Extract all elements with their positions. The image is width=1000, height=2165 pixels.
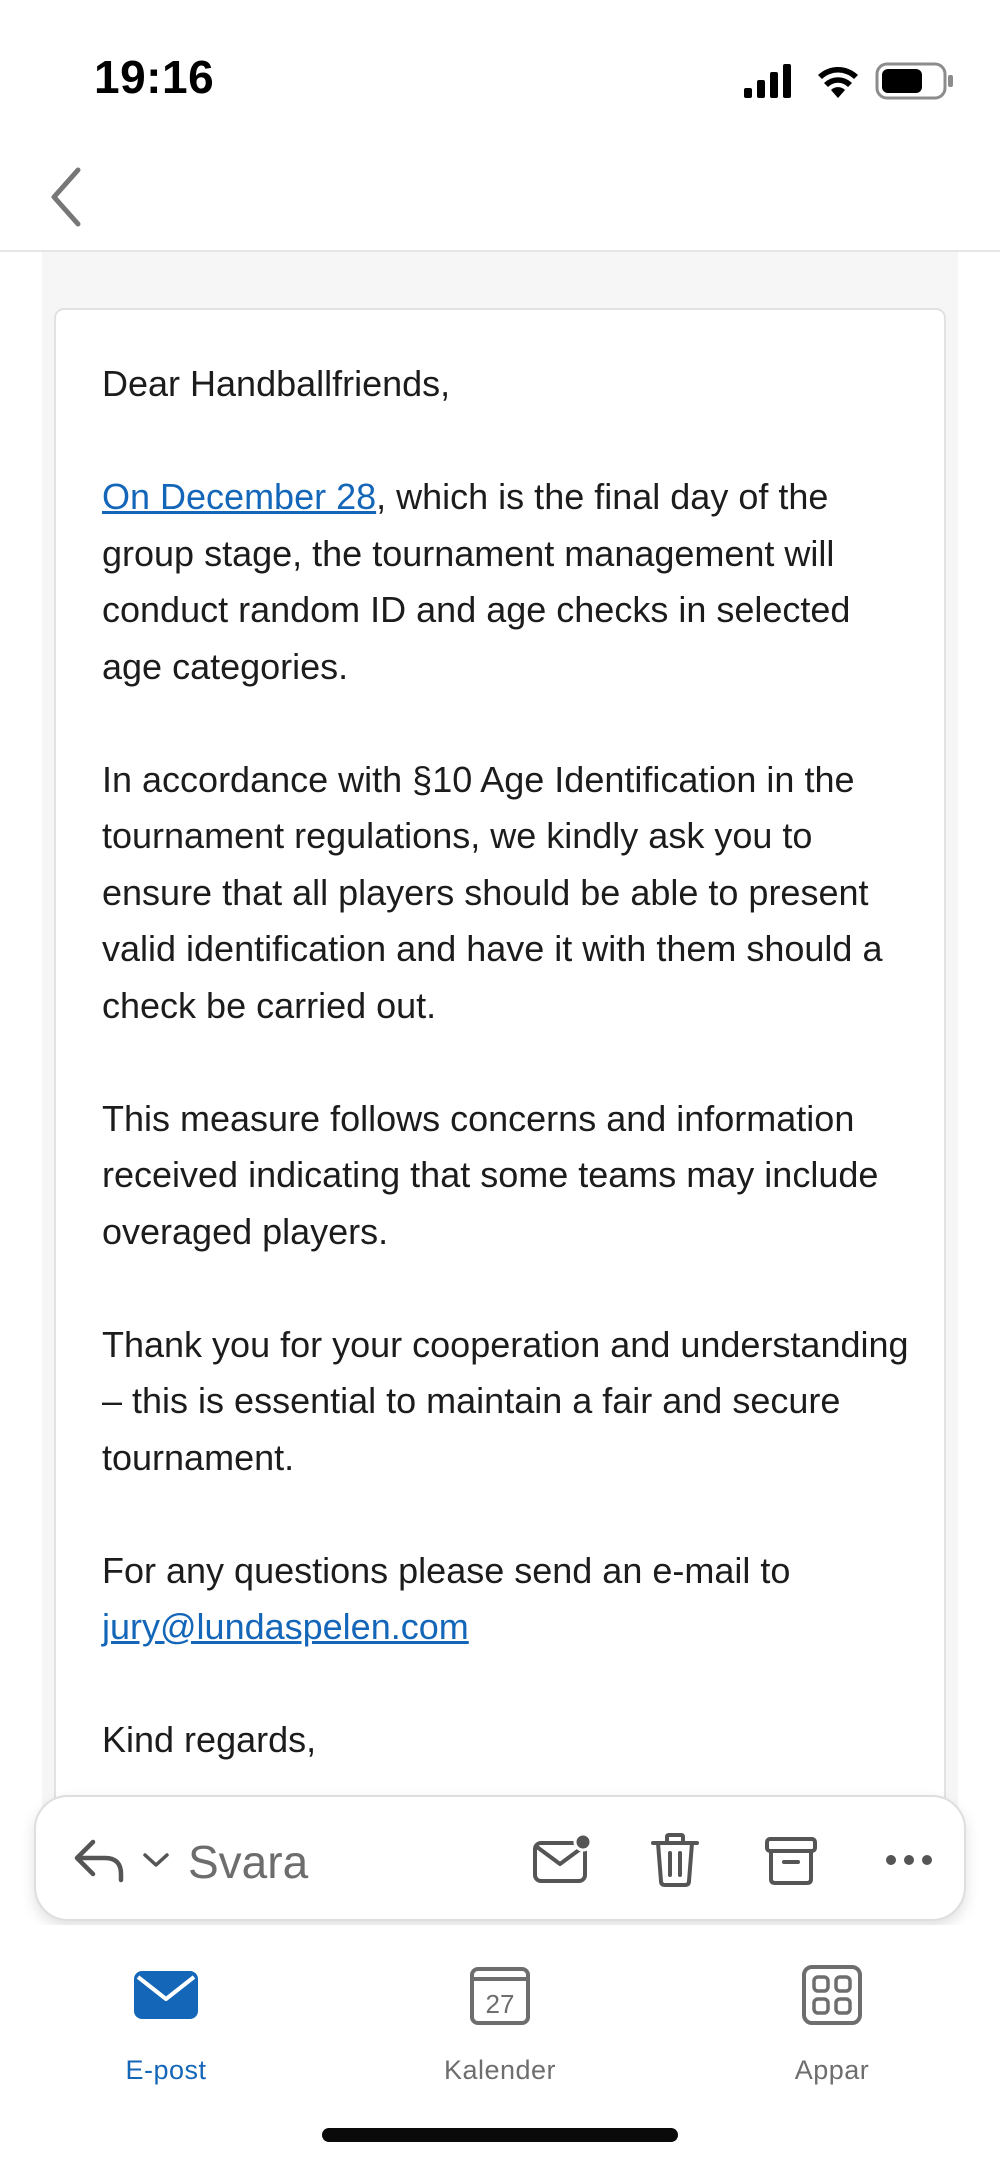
status-icons (740, 58, 960, 102)
reply-icon (71, 1836, 127, 1884)
mail-icon (134, 1965, 198, 2025)
chevron-down-icon (141, 1850, 171, 1870)
battery-icon (877, 64, 953, 98)
tab-calendar-label: Kalender (443, 2055, 557, 2085)
email-body (102, 356, 912, 1825)
email-paragraph-5 (102, 1543, 912, 1656)
nav-bar (0, 140, 1000, 252)
mark-unread-icon (531, 1833, 593, 1887)
signal-icon (744, 64, 791, 98)
tab-mail[interactable] (66, 1965, 266, 2105)
calendar-day: 27 (485, 1989, 515, 2019)
more-button[interactable] (874, 1825, 944, 1895)
email-greeting: Dear Handballfriends, (102, 363, 451, 404)
tab-apps[interactable] (732, 1965, 932, 2105)
email-paragraph-3: This measure follows concerns and information received indicating that some teams may include overaged players. (102, 1097, 879, 1252)
tab-mail-label: E-post (125, 2055, 207, 2085)
paragraph-1-text: , which is the final day of the group stage, the tournament management will conduct random ID and age checks in selected age categories. (102, 476, 851, 687)
email-paragraph-4: Thank you for your cooperation and understanding – this is essential to maintain a fair and secure tournament. (102, 1323, 909, 1478)
status-bar (0, 0, 1000, 140)
reply-toolbar (34, 1795, 966, 1921)
calendar-icon (468, 1965, 532, 2025)
date-link[interactable]: On December 28 (102, 476, 377, 517)
reply-label[interactable]: Svara (188, 1836, 309, 1888)
archive-icon (763, 1833, 819, 1887)
apps-grid-icon (800, 1965, 864, 2025)
reply-options-button[interactable] (134, 1825, 178, 1895)
status-time: 19:16 (94, 51, 215, 103)
email-address-link[interactable]: jury@lundaspelen.com (102, 1606, 469, 1647)
trash-icon (647, 1831, 703, 1889)
delete-button[interactable] (640, 1825, 710, 1895)
email-closing: Kind regards, (102, 1719, 317, 1760)
mark-unread-button[interactable] (524, 1825, 600, 1895)
paragraph-5-text: For any questions please send an e-mail to (102, 1549, 791, 1591)
reply-button[interactable] (64, 1825, 134, 1895)
home-indicator[interactable] (322, 2128, 678, 2142)
email-paragraph-2: In accordance with §10 Age Identification in the tournament regulations, we kindly ask you to ensure that all players should be able to present valid identification and have it with them should a check be carried out. (102, 758, 883, 1026)
wifi-icon (818, 67, 858, 98)
back-chevron-icon[interactable] (40, 162, 100, 232)
email-card (54, 308, 946, 1908)
email-paragraph-1 (102, 469, 912, 695)
tab-calendar[interactable] (400, 1965, 600, 2105)
tab-bar (0, 1925, 1000, 2165)
more-icon (884, 1852, 934, 1868)
tab-apps-label: Appar (794, 2055, 870, 2085)
archive-button[interactable] (756, 1825, 826, 1895)
